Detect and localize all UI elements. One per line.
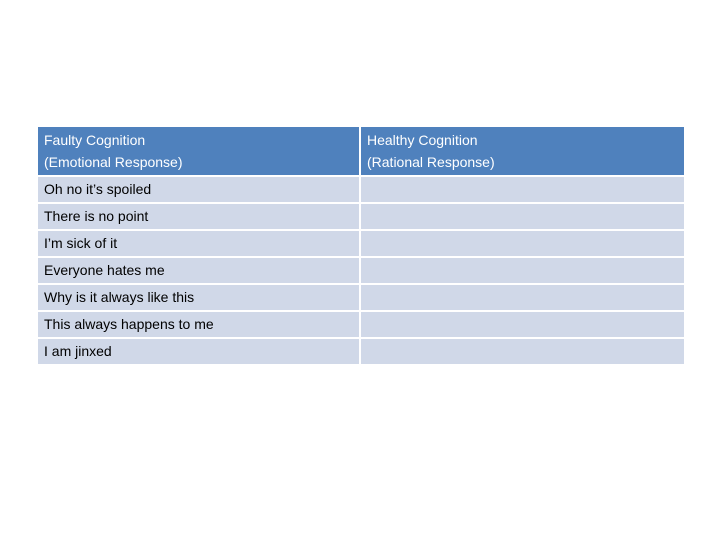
table-row	[37, 311, 685, 338]
healthy-cell[interactable]	[360, 311, 685, 338]
header-subtitle: (Rational Response)	[367, 154, 495, 170]
healthy-cell[interactable]	[360, 230, 685, 257]
table-row	[37, 257, 685, 284]
faulty-cell: I am jinxed	[37, 338, 360, 365]
faulty-cell: Why is it always like this	[37, 284, 360, 311]
header-title: Healthy Cognition	[367, 132, 478, 148]
faulty-cell: Oh no it’s spoiled	[37, 176, 360, 203]
table-row	[37, 230, 685, 257]
table-row	[37, 284, 685, 311]
healthy-cell[interactable]	[360, 176, 685, 203]
cognition-table	[36, 125, 686, 366]
healthy-cell[interactable]	[360, 284, 685, 311]
table-row	[37, 338, 685, 365]
healthy-cell[interactable]	[360, 203, 685, 230]
faulty-cell: This always happens to me	[37, 311, 360, 338]
header-title: Faulty Cognition	[44, 132, 146, 148]
healthy-cell[interactable]	[360, 257, 685, 284]
faulty-cell: There is no point	[37, 203, 360, 230]
faulty-cognition-header	[37, 126, 360, 176]
header-subtitle: (Emotional Response)	[44, 154, 183, 170]
faulty-cell: Everyone hates me	[37, 257, 360, 284]
header-row	[37, 126, 685, 176]
table-row	[37, 203, 685, 230]
faulty-cell: I’m sick of it	[37, 230, 360, 257]
table-row	[37, 176, 685, 203]
healthy-cognition-header	[360, 126, 685, 176]
healthy-cell[interactable]	[360, 338, 685, 365]
